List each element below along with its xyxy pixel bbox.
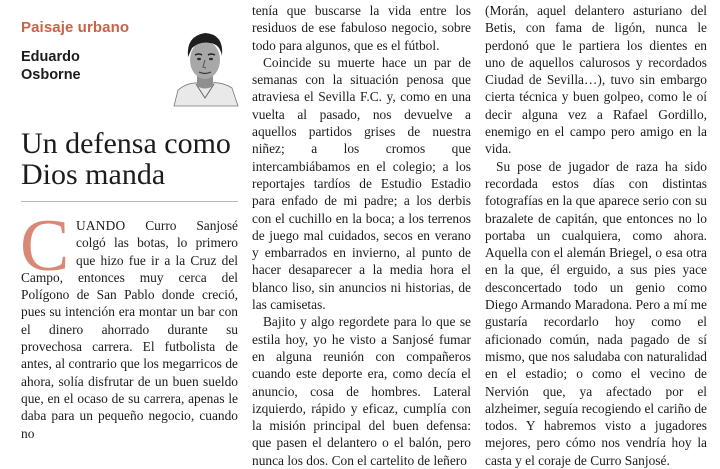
drop-cap: C [20, 205, 70, 287]
column-2 [252, 0, 471, 468]
column-3 [485, 0, 707, 468]
headline-divider [21, 201, 238, 202]
paragraph-4: Su pose de jugador de raza ha sido recordada estos días con distintas fotografías en la que aparece serio con su brazalete de capitán, que entonces no lo portaba un cualquiera, como ahora. Aquella con el alemán Briegel, o esa otra en la que, él erguido, a sus pies yace desconcertado todo un genio como Diego Armando Maradona. Pero a mí me gustaría recordarlo hoy como el aficionado común, nada pagado de sí mismo, que nos saludaba con naturalidad en el estadio; o como el vecino de Nervión que, ya afectado por el alzheimer, seguía recogiendo el cariño de todos. Y habremos visto a jugadores mejores, pero cómo nos vendría hoy la casta y el coraje de Curro Sanjosé. [485, 158, 707, 468]
author-first-name: Eduardo [21, 49, 80, 65]
section-label: Paisaje urbano [21, 19, 130, 36]
lead-caps: UANDO [76, 218, 126, 233]
paragraph-3: Bajito y algo regordete para lo que se estila hoy, yo he visto a Sanjosé fumar en alguna reunión con compañeros cuando este deporte era, como decía el anuncio, cosa de hombres. Lateral izquierdo, rápido y eficaz, cumplía con la misión principal del buen defensa: que pasen el delantero o el balón, pero nunca los dos. Con el cartelito de leñero [252, 314, 471, 468]
paragraph-1-text: Curro Sanjosé colgó las botas, lo primero que hizo fue ir a la Cruz del Campo, entonces muy cerca del Polígono de San Pablo donde creció, pues su intención era montar un bar con el dinero ahorrado durante su provechosa carrera. El futbolista de antes, al contrario que los megarricos de ahora, solía disfrutar de un buen sueldo que, en el ocaso de su carrera, apenas le daba para un pequeño negocio, cuando no [21, 218, 238, 441]
paragraph-1-continued: tenía que buscarse la vida entre los residuos de ese fabuloso negocio, sobre todo para algunos, que es el fútbol. [252, 3, 471, 53]
article-body-col2 [252, 2, 471, 469]
author-last-name: Osborne [21, 67, 81, 83]
author-portrait [172, 24, 238, 106]
paragraph-3-continued: (Morán, aquel delantero asturiano del Betis, con fama de ligón, nunca le perdonó que le partiera los dientes en uno de aquellos calurosos y recordados Ciudad de Sevilla…), tuvo sin embargo cierta técnica y buen golpeo, como le oí decir alguna vez a Rafael Gordillo, enemigo en el campo pero amigo en la vida. [485, 3, 707, 157]
column-1 [0, 0, 238, 441]
portrait-illustration [172, 24, 238, 106]
paragraph-1 [21, 217, 238, 442]
paragraph-2: Coincide su muerte hace un par de semanas con la situación penosa que atraviesa el Sevilla F.C. y, como en una vuelta al pasado, nos devuelve a aquellos partidos grises de nuestra niñez; a los cromos que intercambiábamos en el colegio; a los reportajes tardíos de Estudio Estadio para enfado de mi padre; a los derbis con el cuchillo en la boca; a los terrenos de juego mal cuidados, secos en verano y embarrados en invierno, al punto de hacer desaparecer a la media hora el blanco liso, sin anuncios ni historias, de las camisetas. [252, 54, 471, 313]
article-body-col1 [21, 217, 238, 442]
author-name [21, 48, 131, 84]
headline: Un defensa como Dios manda [21, 127, 231, 191]
article-body-col3 [485, 2, 707, 469]
